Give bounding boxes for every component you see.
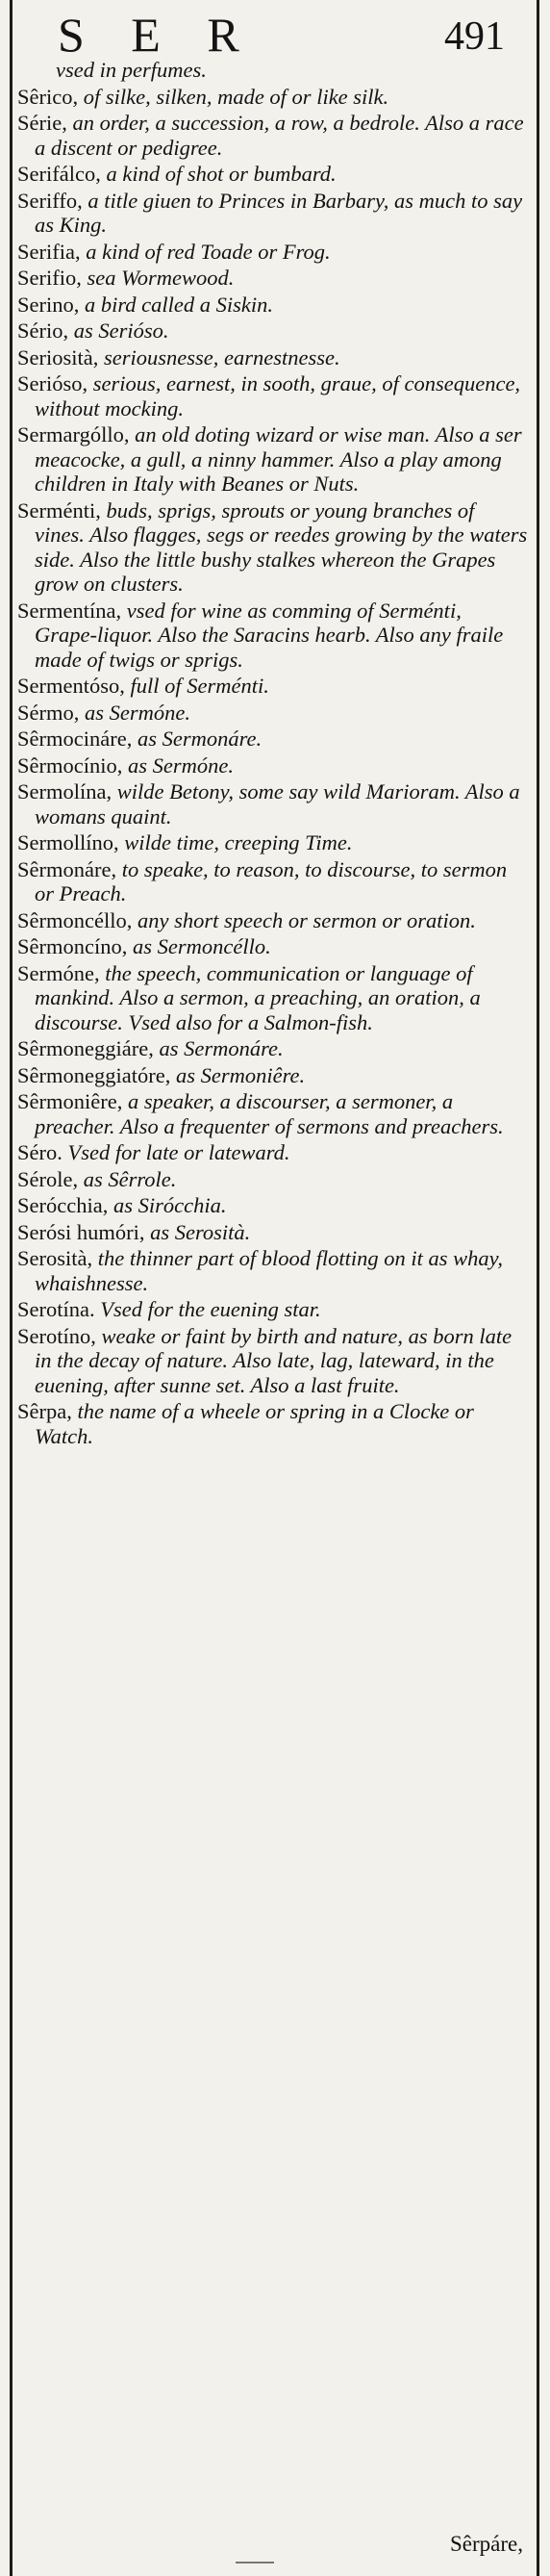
headword: Séro. [17,1140,62,1164]
definition: seriousnesse, earnestnesse. [104,344,340,370]
dictionary-entry [17,85,529,110]
headword: Sério, [17,319,69,343]
page-number: 491 [444,14,505,59]
headword: Sermollíno, [17,830,119,854]
definition: full of Serménti. [130,674,269,698]
headword: Sérole, [17,1166,79,1191]
headword: Sêrpa, [17,1399,72,1423]
headword: Serino, [17,292,80,317]
dictionary-entry [17,1193,529,1218]
definition: buds, sprigs, sprouts or young branches of vines. Also flagges, segs or reedes growing by the waters side. Also the little bushy stalkes whereon the Grapes grow on clusters. [35,497,528,596]
definition: as Serióso. [73,319,169,343]
headword: Sêrmoniêre, [17,1089,123,1113]
dictionary-entry [17,319,529,344]
headword: Serosità, [17,1246,93,1270]
dictionary-entry [17,753,529,778]
headword: Serifio, [17,266,82,290]
headword: Sêrmocináre, [17,727,133,751]
definition: Vsed for the euening star. [100,1297,321,1321]
dictionary-entry [17,422,529,497]
definition: vsed for wine as comming of Serménti, Grape-liquor. Also the Saracins hearb. Also any fraile made of twigs or sprigs. [35,598,504,672]
definition: to speake, to reason, to discourse, to sermon or Preach. [35,856,508,905]
definition: a bird called a Siskin. [85,292,274,317]
headword: Seriffo, [17,188,83,213]
definition: a speaker, a discourser, a sermoner, a preacher. Also a frequenter of sermons and preachers. [35,1089,504,1138]
definition: a kind of shot or bumbard. [106,162,337,186]
dictionary-entry [17,293,529,318]
headword: Sermolína, [17,779,112,803]
dictionary-entry [17,1140,529,1165]
definition: as Serosità. [150,1219,251,1244]
headword: Sêrmoncéllo, [17,907,133,932]
definition: of silke, silken, made of or like silk. [83,84,389,109]
headword: Sermóne, [17,960,100,985]
dictionary-entry [17,1089,529,1138]
catchword: Sêrpáre, [450,2532,523,2556]
definition: Vsed for late or lateward. [67,1140,290,1164]
running-head: S E R [58,8,257,62]
definition: the name of a wheele or spring in a Clocke or Watch. [35,1399,474,1448]
dictionary-entry [17,1297,529,1322]
headword: Serménti, [17,497,101,523]
headword: Sêrico, [17,84,79,109]
dictionary-entry [17,599,529,673]
definition: the thinner part of blood flotting on it as whay, whaishnesse. [35,1246,504,1295]
dictionary-entry [17,934,529,959]
dictionary-entry [17,240,529,265]
dictionary-entry [17,779,529,829]
headword: Sêrmocínio, [17,752,123,778]
headword: Sermentína, [17,598,122,623]
definition: a kind of red Toade or Frog. [86,239,331,264]
headword: Seriosità, [17,344,99,370]
definition: an old doting wizard or wise man. Also a ser meacocke, a gull, a ninny hammer. Also a play among children in Italy with Beanes or Nuts. [35,422,522,496]
headword: Sêrmoneggiatóre, [17,1062,171,1087]
dictionary-entry [17,1399,529,1448]
headword: Sérmo, [17,700,80,725]
left-column-rule [10,0,12,2576]
dictionary-entry [17,266,529,291]
definition: vsed in perfumes. [56,58,207,82]
definition: a title giuen to Princes in Barbary, as much to say as King. [35,188,523,237]
dictionary-entry [17,1063,529,1088]
dictionary-entry [17,345,529,370]
definition: as Sermonáre. [159,1036,284,1060]
headword: Sermentóso, [17,674,125,698]
headword: Sermargóllo, [17,422,130,446]
definition: weake or faint by birth and nature, as born late in the decay of nature. Also late, lag, lateward, in the euening, after sunne set. Also a last fruite. [35,1323,512,1397]
dictionary-entry [17,1324,529,1398]
dictionary-entry [17,857,529,906]
dictionary-entry [17,1167,529,1192]
dictionary-entry [17,189,529,238]
dictionary-entry [17,1220,529,1245]
definition: an order, a succession, a row, a bedrole. Also a race a discent or pedigree. [35,111,524,160]
dictionary-entry [17,830,529,855]
entry-continuation [17,58,529,83]
headword: Serotína. [17,1297,95,1321]
definition: as Sermonáre. [137,727,262,751]
right-column-rule [537,0,539,2576]
headword: Serósi humóri, [17,1219,145,1244]
definition: any short speech or sermon or oration. [137,907,476,932]
definition: as Sirócchia. [112,1193,227,1217]
dictionary-entry [17,701,529,726]
dictionary-entry [17,1036,529,1061]
definition: the speech, communication or language of mankind. Also a sermon, a preaching, an oration, a discourse. Vsed also for a Salmon-fish. [35,960,481,1034]
headword: Serotíno, [17,1323,96,1348]
headword: Série, [17,111,67,135]
definition: as Sermóne. [127,752,234,778]
definition: serious, earnest, in sooth, graue, of consequence, without mocking. [35,371,521,421]
dictionary-entry [17,961,529,1035]
dictionary-entry [17,371,529,421]
bottom-fragment [236,2562,274,2569]
dictionary-entry [17,162,529,187]
headword: Sêrmoneggiáre, [17,1036,154,1060]
headword: Sêrmoncíno, [17,934,128,958]
dictionary-entry [17,727,529,752]
definition: as Sermóne. [85,700,190,725]
dictionary-entry [17,908,529,933]
definition: sea Wormewood. [87,266,235,290]
dictionary-entry [17,1246,529,1295]
definition: as Sermoniêre. [175,1062,306,1087]
definition: wilde time, creeping Time. [124,830,353,854]
dictionary-entry [17,111,529,160]
definition: wilde Betony, some say wild Marioram. Also a womans quaint. [35,779,520,829]
headword: Sêrmonáre, [17,856,117,881]
headword: Serócchia, [17,1193,109,1217]
definition: as Sêrrole. [83,1166,177,1191]
headword: Serifia, [17,239,81,264]
headword: Serióso, [17,371,88,395]
headword: Serifálco, [17,162,101,186]
entry-list [17,58,529,1450]
definition: as Sermoncéllo. [132,934,271,958]
dictionary-entry [17,674,529,699]
dictionary-entry [17,498,529,597]
